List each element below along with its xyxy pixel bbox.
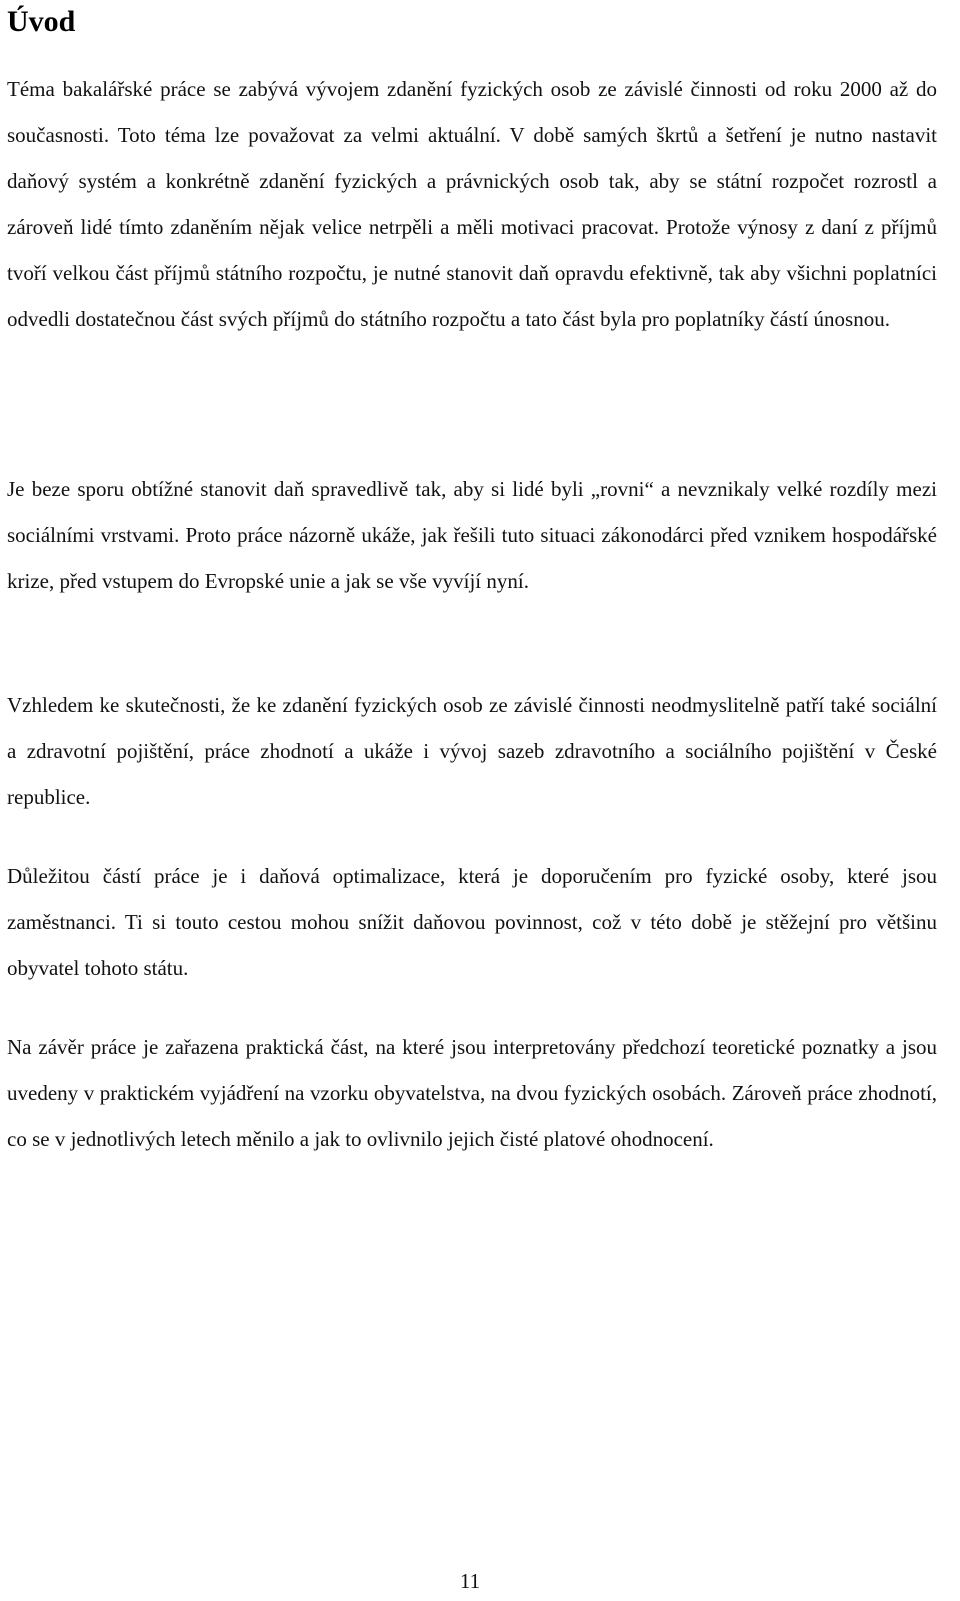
paragraph-fairness: Je beze sporu obtížné stanovit daň spravedlivě tak, aby si lidé byli „rovni“ a nevznikaly velké rozdíly mezi sociálními vrstvami. Proto práce názorně ukáže, jak řešili tuto situaci zákonodárci před vznikem hospodářské krize, před vstupem do Evropské unie a jak se vše vyvíjí nyní. xyxy=(7,477,937,593)
paragraph-insurance: Vzhledem ke skutečnosti, že ke zdanění fyzických osob ze závislé činnosti neodmyslitelně patří také sociální a zdravotní pojištění, práce zhodnotí a ukáže i vývoj sazeb zdravotního a sociálního pojištění v České republice. xyxy=(7,693,937,809)
paragraph-optimization: Důležitou částí práce je i daňová optimalizace, která je doporučením pro fyzické osoby, které jsou zaměstnanci. Ti si touto cestou mohou snížit daňovou povinnost, což v této době je stěžejní pro většinu obyvatel tohoto státu. xyxy=(7,864,937,980)
section-heading: Úvod xyxy=(7,5,76,38)
page-number: 11 xyxy=(459,1569,481,1593)
paragraph-topic: Téma bakalářské práce se zabývá vývojem zdanění fyzických osob ze závislé činnosti od roku 2000 až do současnosti. Toto téma lze považovat za velmi aktuální. V době samých škrtů a šetření je nutno nastavit daňový systém a konkrétně zdanění fyzických a právnických osob tak, aby se státní rozpočet rozrostl a zároveň lidé tímto zdaněním nějak velice netrpěli a měli motivaci pracovat. Protože výnosy z daní z příjmů tvoří velkou část příjmů státního rozpočtu, je nutné stanovit daň opravdu efektivně, tak aby všichni poplatníci odvedli dostatečnou část svých příjmů do státního rozpočtu a tato část byla pro poplatníky částí únosnou. xyxy=(7,77,937,331)
document-page xyxy=(7,0,937,1601)
paragraph-practical-part: Na závěr práce je zařazena praktická část, na které jsou interpretovány předchozí teoretické poznatky a jsou uvedeny v praktickém vyjádření na vzorku obyvatelstva, na dvou fyzických osobách. Zároveň práce zhodnotí, co se v jednotlivých letech měnilo a jak to ovlivnilo jejich čisté platové ohodnocení. xyxy=(7,1035,937,1151)
